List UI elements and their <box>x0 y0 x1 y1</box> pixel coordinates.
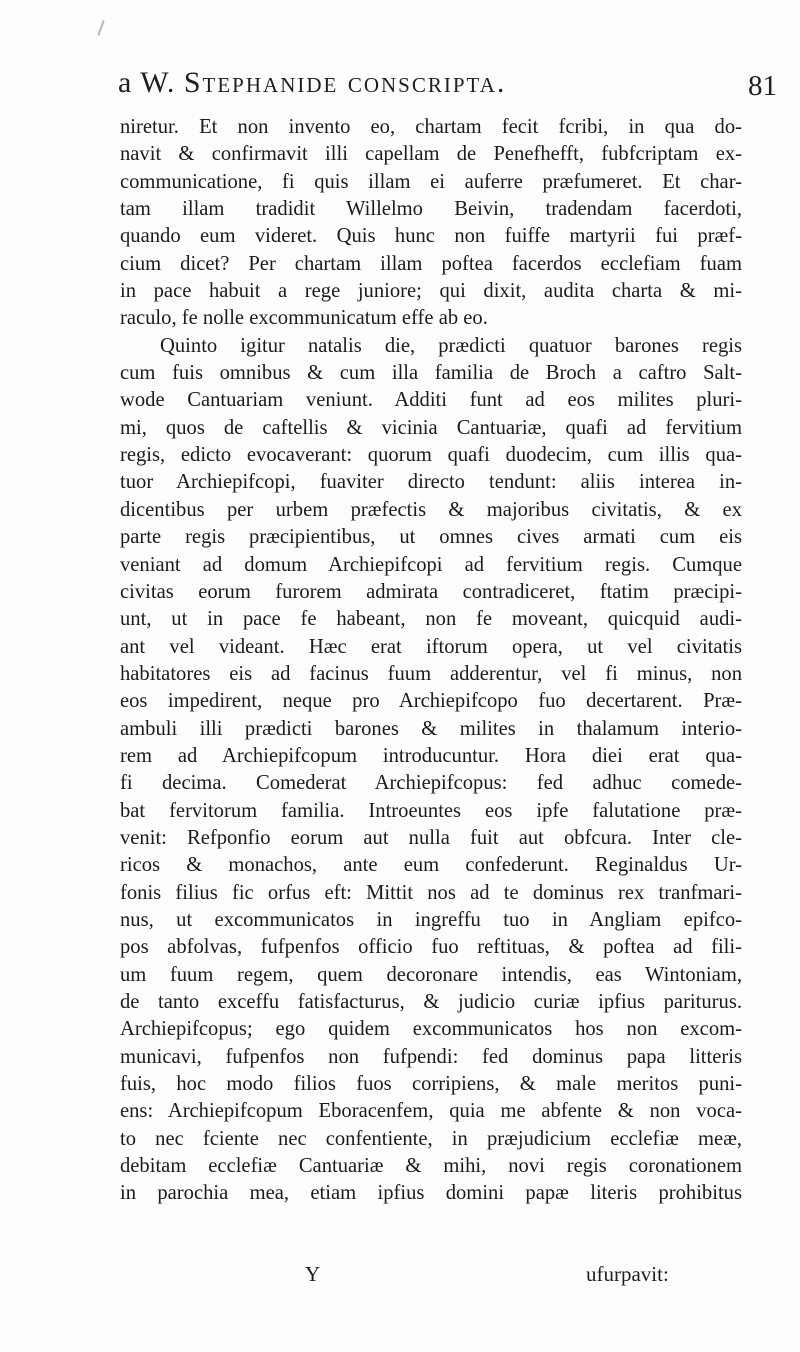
paragraph-start-line: Quinto igitur natalis die, prædicti quatuor barones regis <box>160 334 742 357</box>
text-line: wode Cantuariam veniunt. Additi funt ad eos milites pluri- <box>120 389 742 412</box>
text-line: unt, ut in pace fe habeant, non fe moveant, quicquid audi- <box>120 608 742 631</box>
text-line: rem ad Archiepifcopum introducuntur. Hora diei erat qua- <box>120 744 742 767</box>
text-line: Archiepifcopus; ego quidem excommunicatos hos non excom- <box>120 1018 742 1041</box>
text-line: tam illam tradidit Willelmo Beivin, tradendam facerdoti, <box>120 198 742 221</box>
text-line: eos impedirent, neque pro Archiepifcopo fuo decertarent. Præ- <box>120 690 742 713</box>
text-line: in parochia mea, etiam ipfius domini papæ literis prohibitus <box>120 1182 742 1205</box>
text-line: cum fuis omnibus & cum illa familia de Broch a caftro Salt- <box>120 362 742 385</box>
text-line: ant vel videant. Hæc erat iftorum opera, ut vel civitatis <box>120 635 742 658</box>
catchword: ufurpavit: <box>586 1262 669 1286</box>
text-line: dicentibus per urbem præfectis & majoribus civitatis, & ex <box>120 498 742 521</box>
text-line: tuor Archiepifcopi, fuaviter directo tendunt: aliis interea in- <box>120 471 742 494</box>
text-line: niretur. Et non invento eo, chartam fecit fcribi, in qua do- <box>120 116 742 138</box>
text-line: regis, edicto evocaverant: quorum quafi duodecim, cum illis qua- <box>120 444 742 467</box>
text-line: debitam ecclefiæ Cantuariæ & mihi, novi regis coronationem <box>120 1155 742 1178</box>
text-line: parte regis præcipientibus, ut omnes cives armati cum eis <box>120 526 742 549</box>
text-line: ricos & monachos, ante eum confederunt. Reginaldus Ur- <box>120 854 742 877</box>
text-line: habitatores eis ad facinus fuum adderentur, vel fi minus, non <box>120 662 742 685</box>
running-head-title: Stephanide conscripta. <box>183 66 507 99</box>
text-line: quando eum videret. Quis hunc non fuiffe martyrii fui præf- <box>120 225 742 248</box>
text-line: fi decima. Comederat Archiepifcopus: fed adhuc comede- <box>120 772 742 795</box>
printer-mark <box>97 20 104 36</box>
text-line: fonis filius fic orfus eft: Mittit nos ad te dominus rex tranfmari- <box>120 881 742 904</box>
text-line: de tanto exceffu fatisfacturus, & judicio curiæ ipfius pariturus. <box>120 991 742 1013</box>
text-line: ambuli illi prædicti barones & milites in thalamum interio- <box>120 717 742 740</box>
paragraph-end-line: raculo, fe nolle excommunicatum effe ab eo. <box>120 307 488 330</box>
text-line: nus, ut excommunicatos in ingreffu tuo in Angliam epifco- <box>120 908 742 931</box>
text-line: bat fervitorum familia. Introeuntes eos ipfe falutatione præ- <box>120 799 742 822</box>
page-number: 81 <box>748 70 777 102</box>
text-line: venit: Refponfio eorum aut nulla fuit aut obfcura. Inter cle- <box>120 826 742 849</box>
text-line: ens: Archiepifcopum Eboracenfem, quia me abfente & non voca- <box>120 1100 742 1123</box>
running-head-prefix: a W. <box>118 66 176 99</box>
body-text <box>120 114 742 1208</box>
text-line: navit & confirmavit illi capellam de Penefhefft, fubfcriptam ex- <box>120 143 742 166</box>
text-line: veniant ad domum Archiepifcopi ad fervitium regis. Cumque <box>120 553 742 576</box>
text-line: um fuum regem, quem decoronare intendis, eas Wintoniam, <box>120 963 742 986</box>
text-line: municavi, fufpenfos non fufpendi: fed dominus papa litteris <box>120 1045 742 1068</box>
text-line: pos abfolvas, fufpenfos officio fuo reftituas, & poftea ad fili- <box>120 936 742 959</box>
text-line: fuis, hoc modo filios fuos corripiens, & male meritos puni- <box>120 1073 742 1096</box>
text-line: civitas eorum furorem admirata contradiceret, ftatim præcipi- <box>120 580 742 603</box>
text-line: to nec fciente nec confentiente, in præjudicium ecclefiæ meæ, <box>120 1127 742 1150</box>
text-line: in pace habuit a rege juniore; qui dixit, audita charta & mi- <box>120 280 742 303</box>
text-line: cium dicet? Per chartam illam poftea facerdos ecclefiam fuam <box>120 252 742 275</box>
signature-mark: Y <box>305 1262 321 1286</box>
text-line: communicatione, fi quis illam ei auferre præfumeret. Et char- <box>120 170 742 193</box>
text-line: mi, quos de caftellis & vicinia Cantuariæ, quafi ad fervitium <box>120 416 742 439</box>
running-head <box>118 66 718 106</box>
